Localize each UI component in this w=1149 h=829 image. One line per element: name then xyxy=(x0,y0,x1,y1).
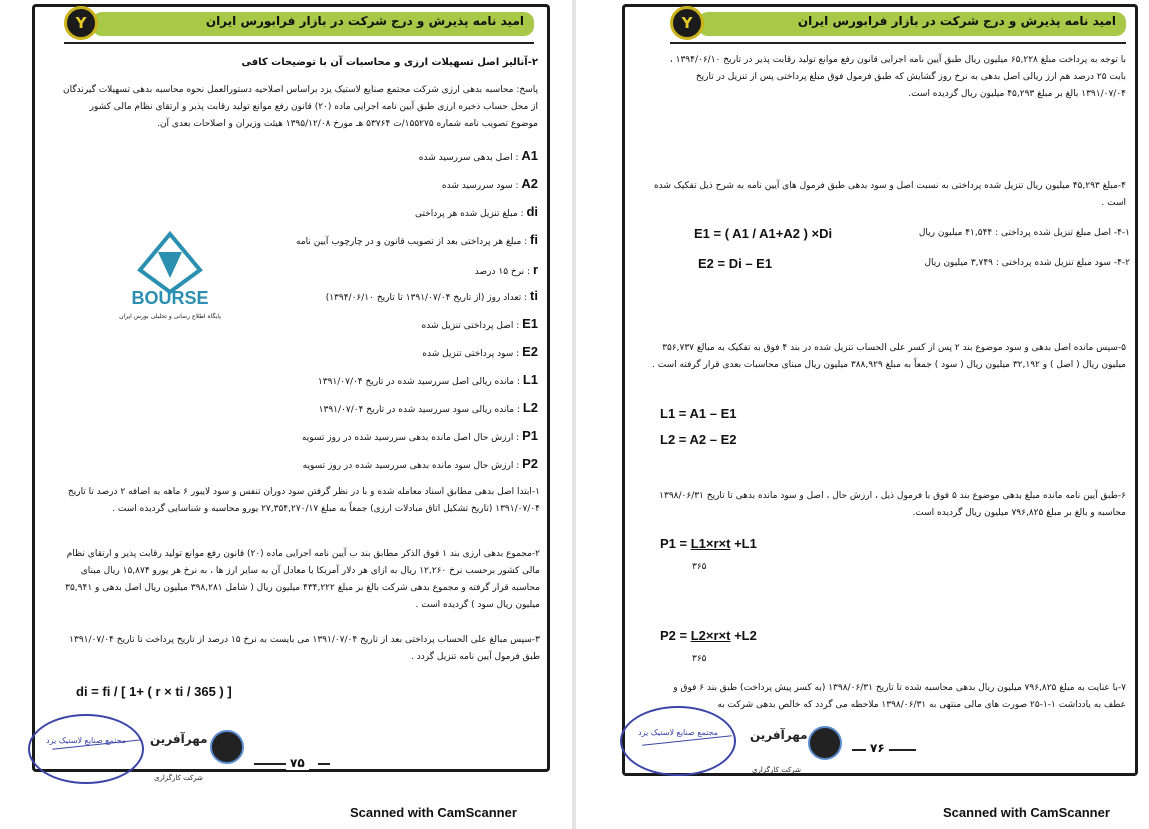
stamp-text: مجتمع صنایع لاستیک یزد xyxy=(46,736,126,745)
farabourse-logo-icon: Y xyxy=(64,6,98,40)
definition-text: : سود سررسید شده xyxy=(441,181,522,191)
company-logo-title: مهرآفرین xyxy=(150,732,208,746)
definition-text: : مبلغ تنزیل شده هر پرداختی xyxy=(414,209,527,219)
page-number: ۷۶ xyxy=(866,741,889,755)
formula-E2: E2 = Di – E1 xyxy=(698,256,773,271)
formula-P2 xyxy=(660,628,757,643)
definition-item xyxy=(422,344,538,359)
company-logo-title: مهرآفرین xyxy=(750,728,808,742)
definition-symbol: A1 xyxy=(521,148,538,163)
definition-text: : مبلغ هر پرداختی بعد از تصویب قانون و در چارچوب آیین نامه xyxy=(296,237,531,247)
definition-text: : اصل پرداختی تنزیل شده xyxy=(421,321,523,331)
company-logo-subtitle: شرکت کارگزاری xyxy=(154,774,204,782)
definition-symbol: P2 xyxy=(522,456,538,471)
definition-item xyxy=(415,204,538,219)
definition-item xyxy=(319,400,538,415)
bourse-logo-text: BOURSE xyxy=(131,288,209,308)
left-page xyxy=(22,0,554,798)
definition-text: : اصل بدهی سررسید شده xyxy=(418,153,522,163)
mehrafarin-logo-icon xyxy=(808,726,842,760)
mehrafarin-logo-icon xyxy=(210,730,244,764)
right-page xyxy=(612,0,1142,798)
definition-symbol: E2 xyxy=(522,344,538,359)
paragraph-7: ۷-با عنایت به مبلغ ۷۹۶,۸۲۵ میلیون ریال بدهی محاسبه شده تا تاریخ ۱۳۹۸/۰۶/۳۱ (به کسر پیش پرداخت) طبق بند ۶ فوق و عطف به یادداشت ۱-۱-۲۵ صورت های مالی منتهی به ۱۳۹۸/۰۶/۳۱ ملاحظه می گردد که خالص بدهی شرکت به xyxy=(673,683,1126,710)
definition-item xyxy=(419,148,538,163)
definition-symbol: A2 xyxy=(521,176,538,191)
definition-symbol: E1 xyxy=(522,316,538,331)
scanner-label-left: Scanned with CamScanner xyxy=(350,805,517,820)
definition-symbol: ti xyxy=(530,288,538,303)
definition-item xyxy=(302,428,538,443)
header-title: امید نامه پذیرش و درج شرکت در بازار فرابورس ایران xyxy=(205,14,524,28)
stamp-text: مجتمع صنایع لاستیک یزد xyxy=(638,728,718,737)
paragraph-4: ۴-مبلغ ۴۵,۲۹۳ میلیون ریال تنزیل شده پرداختی به نسبت اصل و سود بدهی طبق فرمول های آیین نامه به شرح ذیل تفکیک شده است . xyxy=(653,181,1126,208)
section-title: ۲-آنالیز اصل تسهیلات ارزی و محاسبات آن با توضیحات کافی xyxy=(241,57,538,68)
definition-text: : تعداد روز (از تاریخ ۱۳۹۱/۰۷/۰۴ تا تاریخ ۱۳۹۴/۰۶/۱۰) xyxy=(325,293,531,303)
formula-P1-rest: +L1 xyxy=(730,536,757,551)
formula-L2: L2 = A2 – E2 xyxy=(660,432,737,447)
formula-P1-numerator: L1×r×t xyxy=(690,536,731,551)
definition-item xyxy=(296,232,538,247)
formula-E1: E1 = ( A1 / A1+A2 ) ×Di xyxy=(694,226,833,241)
header-rule xyxy=(670,42,1126,44)
definition-text: : سود پرداختی تنزیل شده xyxy=(422,349,523,359)
definition-item xyxy=(318,372,538,387)
formula-P2-lhs: P2 = xyxy=(660,628,691,643)
page-number: ۷۵ xyxy=(286,756,309,770)
farabourse-logo-icon: Y xyxy=(670,6,704,40)
paragraph-3: ۳-سپس مبالغ علی الحساب پرداختی بعد از تاریخ ۱۳۹۱/۰۷/۰۴ می بایست به نرخ ۱۵ درصد از تاریخ پرداخت تا تاریخ ۱۳۹۱/۰۷/۰۴ طبق فرمول آیین نامه تنزیل گردد . xyxy=(69,635,540,662)
footer-line-right xyxy=(902,749,916,751)
definition-symbol: L1 xyxy=(522,372,538,387)
definition-symbol: r xyxy=(532,262,538,277)
company-stamp xyxy=(28,714,144,784)
header-rule xyxy=(64,42,534,44)
paragraph-6: ۶-طبق آیین نامه مانده مبلغ بدهی موضوع بند ۵ فوق با فرمول ذیل ، ارزش حال ، اصل و سود مانده بدهی تا تاریخ ۱۳۹۸/۰۶/۳۱ محاسبه و بالغ بر مبلغ ۷۹۶,۸۲۵ میلیون ریال گردیده است. xyxy=(659,491,1126,518)
formula-P2-numerator: L2×r×t xyxy=(690,628,731,643)
definition-symbol: di xyxy=(526,204,538,219)
formula-P1 xyxy=(660,536,757,551)
footer-line-right xyxy=(318,763,330,765)
definition-item xyxy=(442,176,538,191)
answer-paragraph: پاسخ: محاسبه بدهی ارزی شرکت مجتمع صنایع لاستیک یزد براساس اصلاحیه دستورالعمل نحوه محاسبه بدهی تسهیلات گیرندگان از محل حساب ذخیره ارزی طبق آیین نامه اجرایی ماده (۲۰) قانون رفع موانع تولید رقابت پذیر و ارتقای نظام مالی کشور موضوع تصویب نامه شماره ۱۵۵۲۷۵/ت ۵۳۷۶۴ هـ مورخ ۱۳۹۵/۱۲/۰۸ هیئت وزیران و اصلاحات بعدی آن. xyxy=(63,85,538,129)
formula-di: di = fi / [ 1+ ( r × ti / 365 ) ] xyxy=(76,684,232,699)
definition-text: : ارزش حال سود مانده بدهی سررسید شده در روز تسویه xyxy=(302,461,523,471)
item-4-1-label: ۴-۱- اصل مبلغ تنزیل شده پرداختی : ۴۱,۵۴۴ میلیون ریال xyxy=(918,228,1130,238)
definition-text: : مانده ریالی اصل سررسید شده در تاریخ ۱۳۹۱/۰۷/۰۴ xyxy=(317,377,523,387)
definition-symbol: fi xyxy=(530,232,538,247)
paragraph-1: ۱-ابتدا اصل بدهی مطابق اسناد معامله شده و با در نظر گرفتن سود دوران تنفس و سود لایبور ۶ ماهه به اضافه ۲ درصد تا تاریخ ۱۳۹۱/۰۷/۰۴ (تاریخ تشکیل اتاق مبادلات ارزی) جمعاً به مبلغ ۲۷,۳۵۴,۲۷۰/۱۷ یورو محاسبه و شناسایی گردیده است . xyxy=(67,487,540,514)
paragraph-2: ۲-مجموع بدهی ارزی بند ۱ فوق الذکر مطابق بند ب آیین نامه اجرایی ماده (۲۰) قانون رفع موانع تولید رقابت پذیر و ارتقای نظام مالی کشور برحسب نرخ ۱۲,۲۶۰ ریال به ازای هر دلار آمریکا یا معادل آن به سایر ارز ها ، به نرخ هر یورو ۱۵,۸۷۴ ریال مبنای محاسبه قرار گرفته و مجموع بدهی شرکت بالغ بر مبلغ ۴۳۴,۲۲۲ میلیون ریال ( شامل ۳۹۸,۲۸۱ میلیون ریال اصل بدهی و ۳۵,۹۴۱ میلیون ریال سود ) گردیده است . xyxy=(65,549,540,610)
page-gutter xyxy=(572,0,576,829)
bourse-logo-subtitle: پایگاه اطلاع رسانی و تحلیلی بورس ایران xyxy=(119,313,221,320)
definition-item xyxy=(303,456,538,471)
page-header xyxy=(64,6,534,46)
formula-P1-lhs: P1 = xyxy=(660,536,691,551)
formula-P2-denominator: ۳۶۵ xyxy=(692,654,707,664)
definition-text: : ارزش حال اصل مانده بدهی سررسید شده در روز تسویه xyxy=(301,433,523,443)
page-header xyxy=(670,6,1126,46)
definition-item xyxy=(326,288,538,303)
formula-P1-denominator: ۳۶۵ xyxy=(692,562,707,572)
definition-symbol: L2 xyxy=(522,400,538,415)
definition-item xyxy=(475,262,538,277)
item-4-2-label: ۴-۲- سود مبلغ تنزیل شده پرداختی : ۳,۷۴۹ میلیون ریال xyxy=(924,258,1130,268)
definition-item xyxy=(422,316,538,331)
definition-text: : مانده ریالی سود سررسید شده در تاریخ ۱۳۹۱/۰۷/۰۴ xyxy=(318,405,523,415)
definition-text: : نرخ ۱۵ درصد xyxy=(474,267,533,277)
formula-L1: L1 = A1 – E1 xyxy=(660,406,737,421)
bourse-logo-icon xyxy=(110,230,230,325)
paragraph-5: ۵-سپس مانده اصل بدهی و سود موضوع بند ۲ پس از کسر علی الحساب تنزیل شده در بند ۴ فوق به تفکیک به مبالغ ۳۵۶,۷۳۷ میلیون ریال ( اصل ) و ۳۲,۱۹۲ میلیون ریال ( سود ) جمعاً به مبلغ ۳۸۸,۹۲۹ میلیون ریال مبنای محاسبات بعدی قرار گرفته است . xyxy=(652,343,1126,370)
intro-paragraph: با توجه به پرداخت مبلغ ۶۵,۲۲۸ میلیون ریال طبق آیین نامه اجرایی قانون رفع موانع تولید رقابت پذیر در تاریخ ۱۳۹۴/۰۶/۱۰ ، بابت ۲۵ درصد هم ارز ریالی اصل بدهی به نرخ روز گشایش که طبق فرمول فوق مبلغ پرداختی پس از تنزیل در تاریخ ۱۳۹۱/۰۷/۰۴ بالغ بر مبلغ ۴۵,۲۹۳ میلیون ریال گردیده است. xyxy=(669,55,1126,99)
header-title: امید نامه پذیرش و درج شرکت در بازار فرابورس ایران xyxy=(797,14,1116,28)
formula-P2-rest: +L2 xyxy=(730,628,757,643)
company-logo-subtitle: شرکت کارگزاری xyxy=(752,766,802,774)
definition-symbol: P1 xyxy=(522,428,538,443)
scanner-label-right: Scanned with CamScanner xyxy=(943,805,1110,820)
